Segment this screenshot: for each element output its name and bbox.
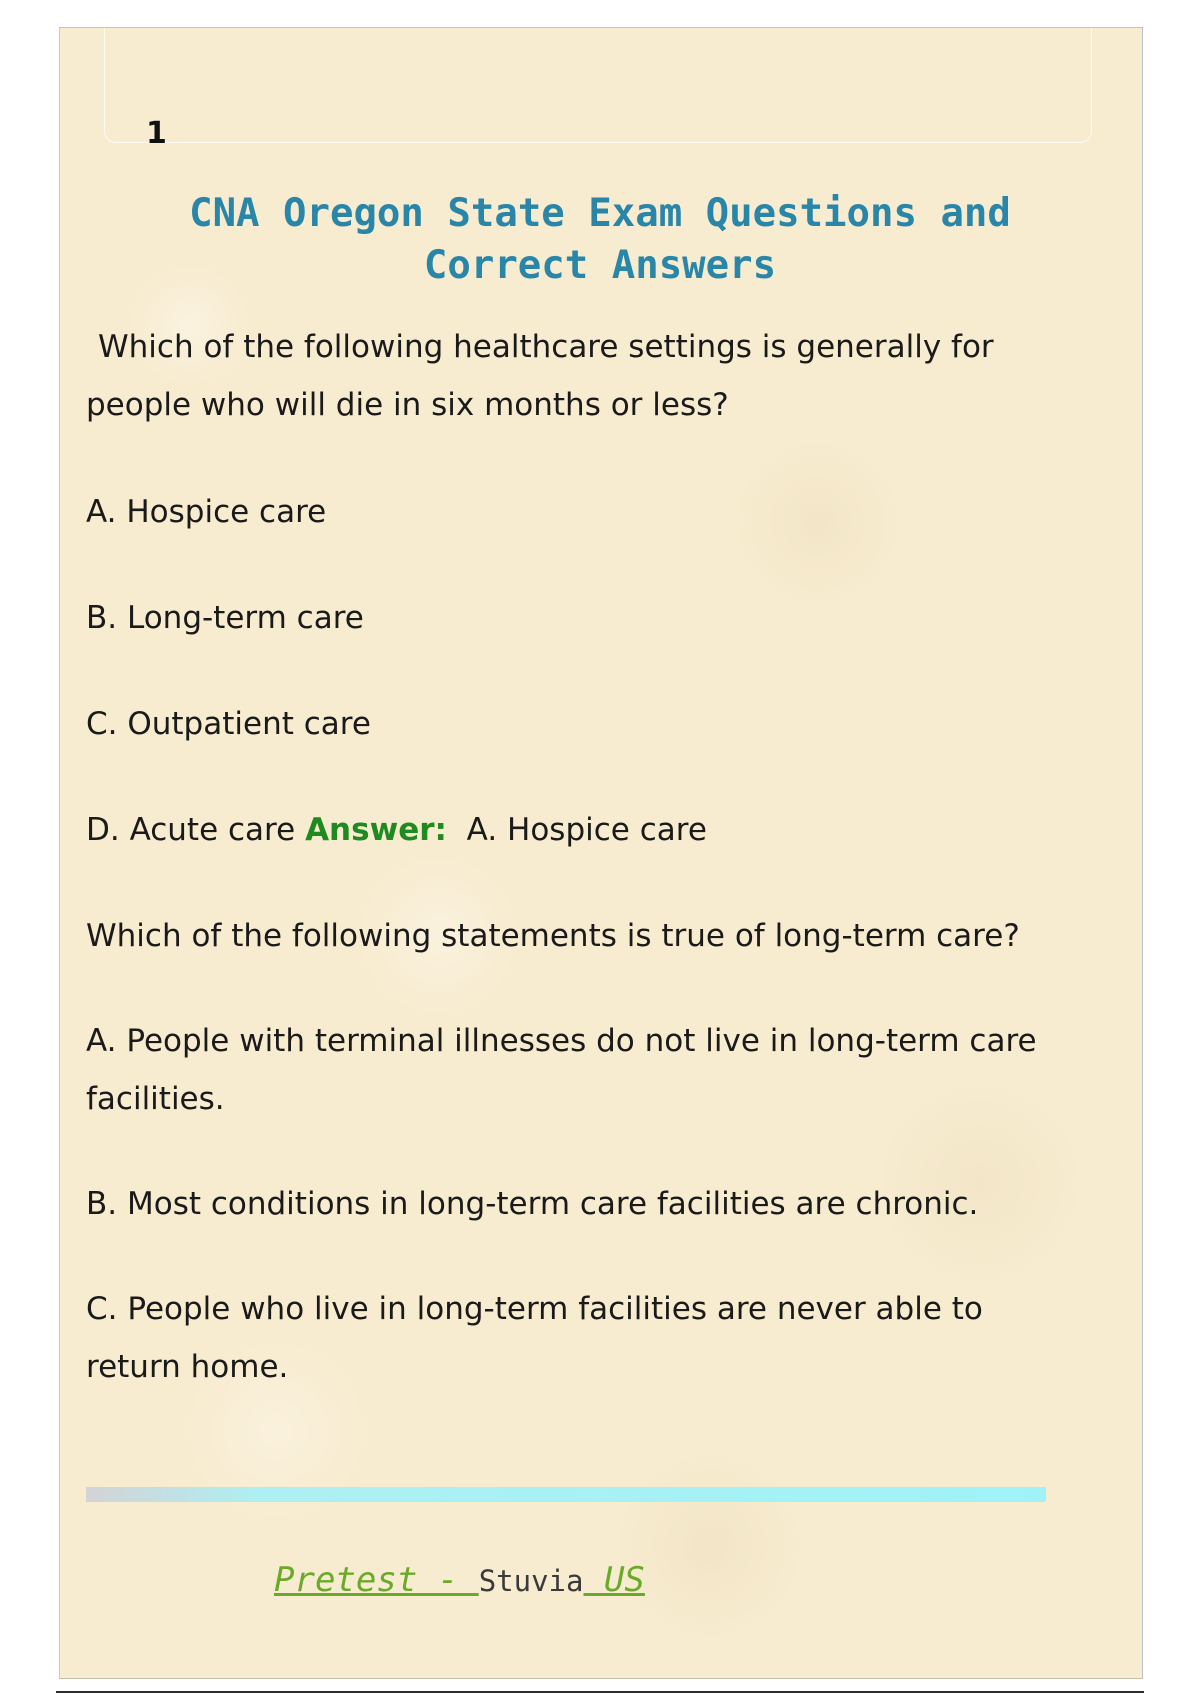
question-1-option-d-with-answer xyxy=(86,801,1046,859)
document-title: CNA Oregon State Exam Questions and Correct Answers xyxy=(189,191,1011,288)
answer-value: A. Hospice care xyxy=(466,812,707,848)
footer-link[interactable]: Pretest - xyxy=(274,1560,479,1600)
question-1-text: Which of the following healthcare settings is generally for people who will die in six months or less? xyxy=(86,329,994,423)
question-2-option-a: A. People with terminal illnesses do not live in long-term care facilities. xyxy=(86,1023,1037,1117)
question-2-option-b: B. Most conditions in long-term care facilities are chronic. xyxy=(86,1186,979,1222)
page-number: 1 xyxy=(146,116,167,151)
footer-link-suffix[interactable]: US xyxy=(583,1560,645,1600)
footer-site-name: Stuvia xyxy=(478,1564,584,1598)
bottom-rule xyxy=(56,1691,1144,1693)
document-content xyxy=(86,318,1046,1396)
question-2-text: Which of the following statements is true of long-term care? xyxy=(86,918,1020,954)
question-1-option-d: D. Acute care xyxy=(86,812,296,848)
footer xyxy=(274,1560,645,1600)
question-1-option-b: B. Long-term care xyxy=(86,600,364,636)
header-frame xyxy=(104,28,1092,143)
answer-label: Answer: xyxy=(305,812,447,848)
question-1-option-a: A. Hospice care xyxy=(86,494,327,530)
question-2-option-c: C. People who live in long-term facilities are never able to return home. xyxy=(86,1291,983,1385)
question-1-option-c: C. Outpatient care xyxy=(86,706,371,742)
footer-divider-bar xyxy=(86,1487,1046,1502)
